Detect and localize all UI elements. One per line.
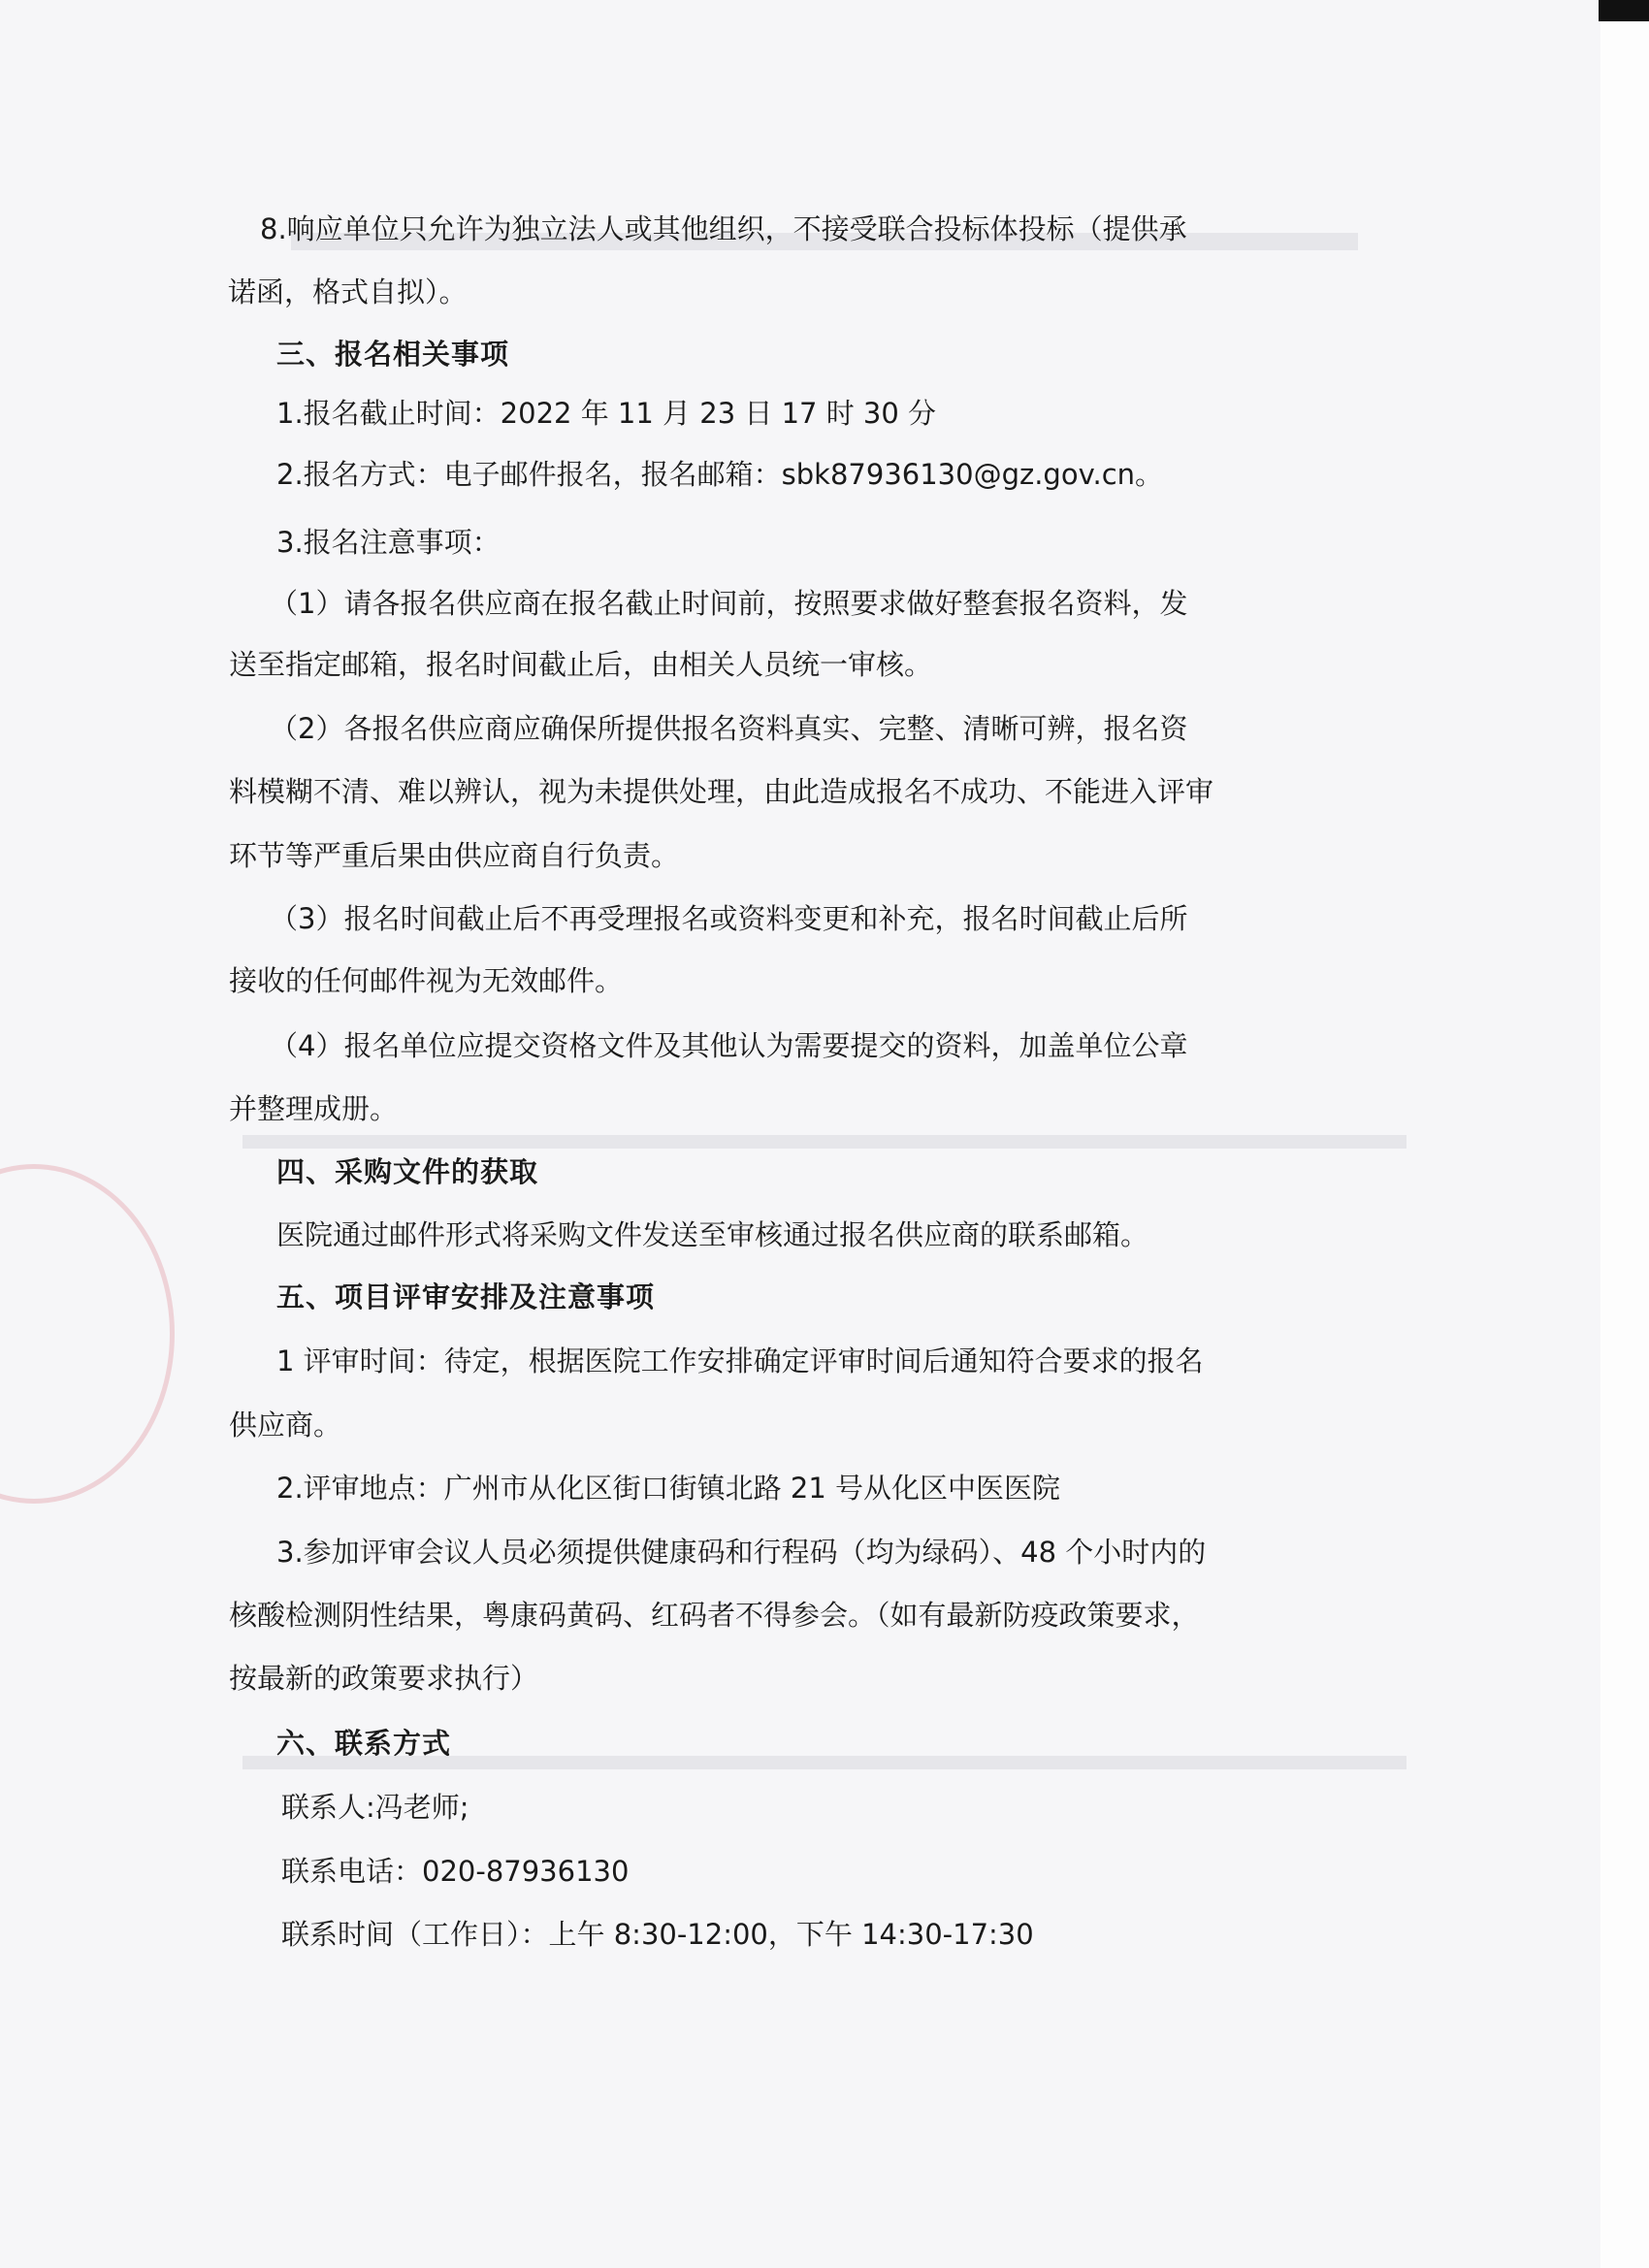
review-health-line1: 3.参加评审会议人员必须提供健康码和行程码（均为绿码）、48 个小时内的 (276, 1536, 1207, 1569)
contact-phone: 联系电话：020-87936130 (281, 1855, 630, 1888)
contact-person: 联系人:冯老师; (281, 1791, 469, 1824)
scan-corner-mark (1599, 0, 1649, 21)
review-time-line1: 1 评审时间：待定，根据医院工作安排确定评审时间后通知符合要求的报名 (276, 1345, 1204, 1377)
item8-line1: 8.响应单位只允许为独立法人或其他组织，不接受联合投标体投标（提供承 (260, 212, 1187, 245)
note2-line3: 环节等严重后果由供应商自行负责。 (229, 839, 680, 872)
procurement-docs-heading: 四、采购文件的获取 (276, 1155, 539, 1188)
registration-method: 2.报名方式：电子邮件报名，报名邮箱：sbk87936130@gz.gov.cn。 (276, 458, 1164, 491)
note4-line2: 并整理成册。 (229, 1092, 399, 1125)
note4-line1: （4）报名单位应提交资格文件及其他认为需要提交的资料，加盖单位公章 (270, 1029, 1188, 1062)
review-time-line2: 供应商。 (229, 1409, 342, 1442)
registration-heading: 三、报名相关事项 (276, 338, 510, 371)
note2-line1: （2）各报名供应商应确保所提供报名资料真实、完整、清晰可辨，报名资 (270, 712, 1188, 745)
page-edge (1600, 0, 1649, 2268)
registration-notes-title: 3.报名注意事项： (276, 526, 501, 559)
note3-line1: （3）报名时间截止后不再受理报名或资料变更和补充，报名时间截止后所 (270, 902, 1188, 935)
note3-line2: 接收的任何邮件视为无效邮件。 (229, 964, 624, 997)
item8-line2: 诺函，格式自拟）。 (228, 275, 468, 308)
note1-line1: （1）请各报名供应商在报名截止时间前，按照要求做好整套报名资料，发 (270, 587, 1188, 620)
note1-line2: 送至指定邮箱，报名时间截止后，由相关人员统一审核。 (229, 648, 933, 681)
procurement-docs-body: 医院通过邮件形式将采购文件发送至审核通过报名供应商的联系邮箱。 (276, 1218, 1149, 1251)
review-place: 2.评审地点：广州市从化区街口街镇北路 21 号从化区中医医院 (276, 1472, 1061, 1505)
review-health-line3: 按最新的政策要求执行） (229, 1662, 539, 1695)
contact-heading: 六、联系方式 (276, 1727, 452, 1760)
registration-deadline: 1.报名截止时间：2022 年 11 月 23 日 17 时 30 分 (276, 397, 937, 430)
note2-line2: 料模糊不清、难以辨认，视为未提供处理，由此造成报名不成功、不能进入评审 (229, 775, 1214, 808)
contact-hours: 联系时间（工作日）：上午 8:30-12:00，下午 14:30-17:30 (281, 1918, 1034, 1951)
review-heading: 五、项目评审安排及注意事项 (276, 1280, 656, 1313)
review-health-line2: 核酸检测阴性结果，粤康码黄码、红码者不得参会。（如有最新防疫政策要求， (229, 1599, 1200, 1632)
